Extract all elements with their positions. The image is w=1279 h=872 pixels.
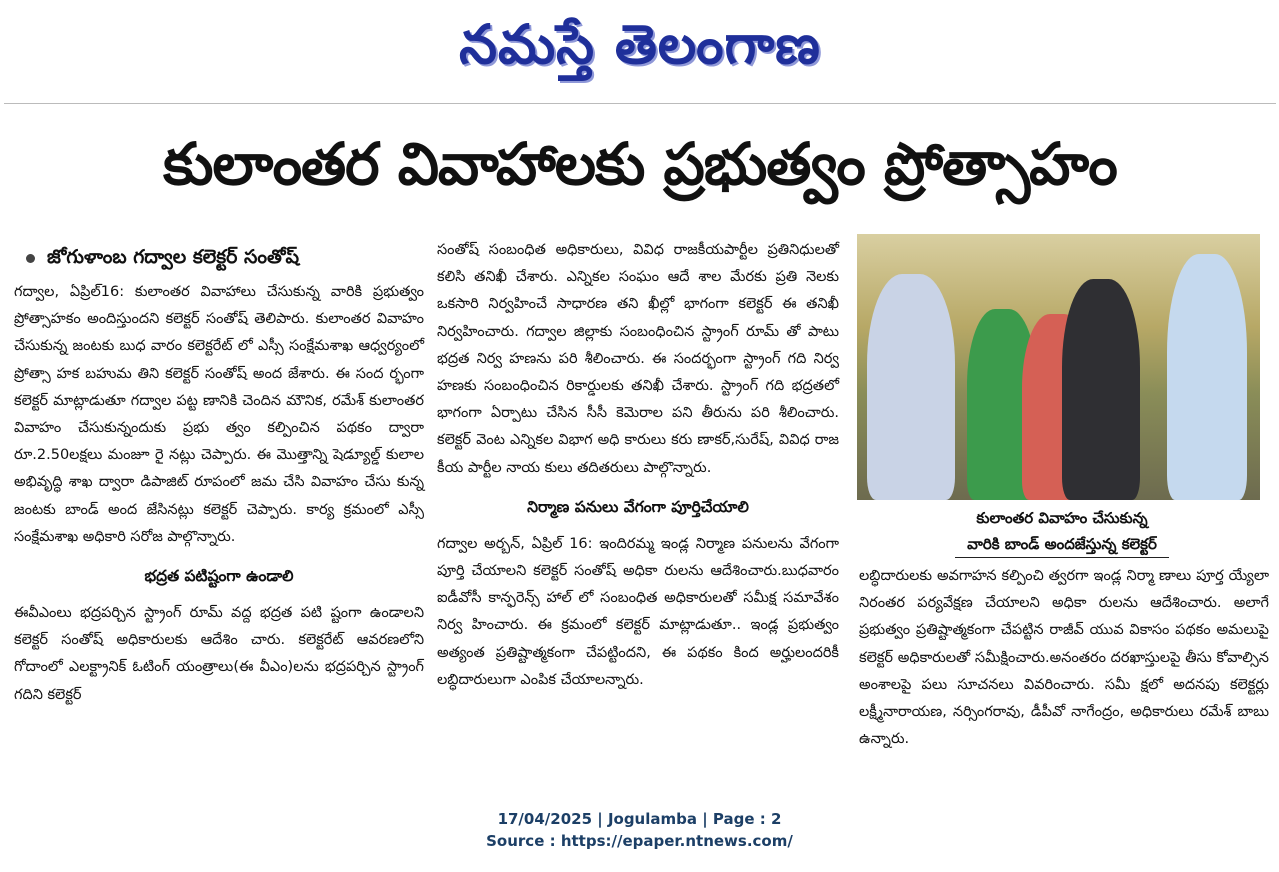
footer-date-edition: 17/04/2025 | Jogulamba | Page : 2 xyxy=(497,810,782,828)
footer-source: Source : https://epaper.ntnews.com/ xyxy=(486,832,793,850)
article-paragraph: గద్వాల అర్బన్, ఏప్రిల్ 16: ఇందిరమ్మ ఇండ్ల నిర్మాణ పనులను వేగంగా పూర్తి చేయాలని కలెక్టర్ సంతోష్ అధికా రులను ఆదేశించారు.బుధవారం ఐడీవోసీ కాన్ఫరెన్స్ హాల్ లో సంబంధిత అధికారులతో సమీక్ష సమావేశం నిర్వ హించారు. ఈ క్రమంలో కలెక్టర్ మాట్లాడుతూ.. ఇండ్ల ప్రభుత్వం అత్యంత ప్రతిష్టాత్మకంగా చేపట్టిందని, ఈ పథకం కింద అర్హులందరికీ లబ్ధిదారులుగా ఎంపిక చేయాలన్నారు. xyxy=(437,535,839,688)
caption-line: వారికి బాండ్ అందజేస్తున్న కలెక్టర్ xyxy=(955,531,1169,558)
caption-line: కులాంతర వివాహం చేసుకున్న xyxy=(976,509,1148,527)
section-subheading: భద్రత పటిష్టంగా ఉండాలి xyxy=(144,567,294,586)
article-column-1 xyxy=(14,237,424,709)
bullet-icon xyxy=(26,254,35,263)
section-subheading: నిర్మాణ పనులు వేగంగా పూర్తిచేయాలి xyxy=(527,497,749,516)
photo-person xyxy=(1062,279,1140,500)
page-footer xyxy=(0,808,1279,852)
photo-caption xyxy=(862,505,1262,558)
article-headline: కులాంతర వివాహాలకు ప్రభుత్వం ప్రోత్సాహం xyxy=(163,130,1117,198)
article-column-2 xyxy=(437,237,839,694)
news-clipping xyxy=(4,103,1276,794)
newspaper-masthead: నమస్తే తెలంగాణ xyxy=(459,12,821,76)
article-paragraph: ఈవీఎంలు భద్రపర్చిన స్ట్రాంగ్ రూమ్ వద్ద భద్రత పటి ష్టంగా ఉండాలని కలెక్టర్ సంతోష్ అధికారులకు ఆదేశిం చారు. కలెక్టరేట్ ఆవరణలోని గోదాంలో ఎలక్ట్రానిక్ ఓటింగ్ యంత్రాలు(ఈ వీఎం)లను భద్రపర్చిన స్ట్రాంగ్ గదిని కలెక్టర్ xyxy=(14,605,424,703)
article-paragraph: లబ్ధిదారులకు అవగాహన కల్పించి త్వరగా ఇండ్ల నిర్మా ణాలు పూర్త య్యేలా నిరంతర పర్యవేక్షణ చేయాలని అధికా రులను ఆదేశించారు. అలాగే ప్రభుత్వం ప్రతిష్టాత్మకంగా చేపట్టిన రాజీవ్ యువ వికాసం పథకం అమలుపై కలెక్టర్ అధికారులతో సమీక్షించారు.అనంతరం దరఖాస్తులపై తీసు కోవాల్సిన అంశాలపై పలు సూచనలు వివరించారు. సమీ క్షలో అదనపు కలెక్టర్లు లక్ష్మీనారాయణ, నర్సింగరావు, డీపీవో నాగేంద్రం, అధికారులు రమేశ్ బాబు ఉన్నారు. xyxy=(859,568,1269,748)
news-photo xyxy=(857,234,1260,500)
photo-person xyxy=(1167,254,1247,500)
article-paragraph: సంతోష్ సంబంధిత అధికారులు, వివిధ రాజకీయపార్టీల ప్రతినిధులతో కలిసి తనిఖీ చేశారు. ఎన్నికల సంఘం ఆదే శాల మేరకు ప్రతి నెలకు ఒకసారి నిర్వహించే సాధారణ తని ఖీల్లో భాగంగా కలెక్టర్ ఈ తనిఖీ నిర్వహించారు. గద్వాల జిల్లాకు సంబంధించిన స్ట్రాంగ్ రూమ్ తో పాటు భద్రత నిర్వ హణను పరి శీలించారు. ఈ సందర్భంగా స్ట్రాంగ్ గది నిర్వ హణకు సంబంధించిన రికార్డులకు తనిఖీ చేశారు. స్ట్రాంగ్ గది భద్రతలో భాగంగా ఏర్పాటు చేసిన సీసీ కెమెరాల పని తీరును పరి శీలించారు. కలెక్టర్ వెంట ఎన్నికల విభాగ అధి కారులు కరు ణాకర్,సురేష్, వివిధ రాజ కీయ పార్టీల నాయ కులు తదితరులు పాల్గొన్నారు. xyxy=(437,242,839,476)
photo-person xyxy=(867,274,955,500)
article-column-3 xyxy=(859,563,1269,753)
byline-text: జోగుళాంబ గద్వాల కలెక్టర్ సంతోష్ xyxy=(47,246,300,269)
byline-bullet xyxy=(26,243,424,273)
article-paragraph: గద్వాల, ఏప్రిల్16: కులాంతర వివాహాలు చేసుకున్న వారికి ప్రభుత్వం ప్రోత్సాహకం అందిస్తుందని కలెక్టర్ సంతోష్ తెలిపారు. కులాంతర వివాహం చేసుకున్న జంటకు బుధ వారం కలెక్టరేట్ లో ఎస్సీ సంక్షేమశాఖ ఆధ్వర్యంలో ప్రోత్సా హక బహుమ తిని కలెక్టర్ సంతోష్ అంద జేశారు. ఈ సంద ర్భంగా కలెక్టర్ మాట్లాడుతూ గద్వాల పట్ట ణానికి చెందిన మౌనిక, రమేశ్ కులాంతర వివాహం చేసుకున్నందుకు ప్రభు త్వం కల్పించిన పథకం ద్వారా రూ.2.50లక్షలు మంజూ రై నట్లు చెప్పారు. ఈ మొత్తాన్ని షెడ్యూల్డ్ కులాల అభివృద్ధి శాఖ ద్వారా డిపాజిట్ రూపంలో జమ చేసి వివాహం చేసు కున్న జంటకు బాండ్ అంద జేసినట్లు కలెక్టర్ చెప్పారు. కార్య క్రమంలో ఎస్సీ సంక్షేమశాఖ అధికారి సరోజ పాల్గొన్నారు. xyxy=(14,284,424,545)
